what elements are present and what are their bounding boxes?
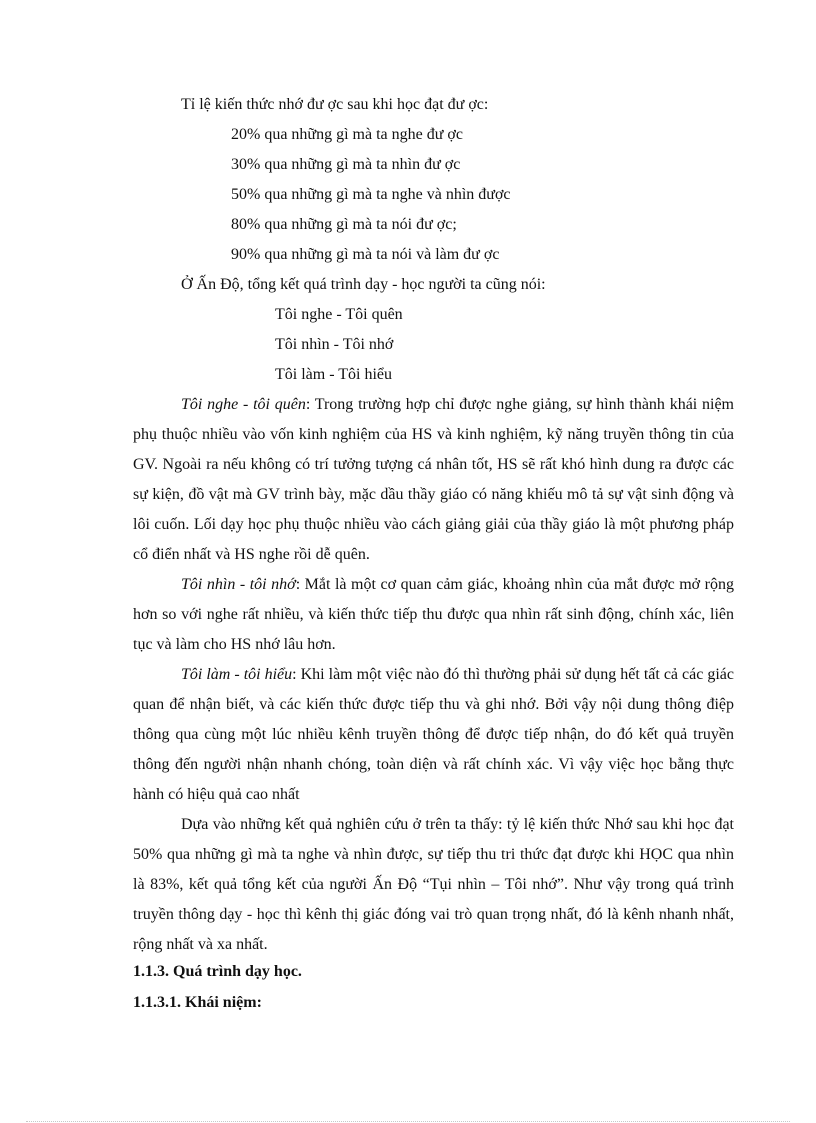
paragraph-see-remember — [133, 570, 734, 660]
stat-line: 50% qua những gì mà ta nghe và nhìn được — [231, 186, 511, 203]
paragraph-term: Tôi nhìn - tôi nhớ — [181, 576, 296, 593]
stat-line: 20% qua những gì mà ta nghe đư ợc — [231, 126, 463, 143]
india-intro-line: Ở Ấn Độ, tổng kết quá trình dạy - học người ta cũng nói: — [181, 276, 546, 293]
stat-line: 90% qua những gì mà ta nói và làm đư ợc — [231, 246, 500, 263]
saying-line: Tôi nhìn - Tôi nhớ — [275, 336, 394, 353]
saying-line: Tôi nghe - Tôi quên — [275, 306, 403, 323]
paragraph-do-understand — [133, 660, 734, 810]
stat-line: 80% qua những gì mà ta nói đư ợc; — [231, 216, 457, 233]
intro-line: Tỉ lệ kiến thức nhớ đư ợc sau khi học đạt đư ợc: — [181, 96, 489, 113]
paragraph-body: : Trong trường hợp chỉ được nghe giảng, sự hình thành khái niệm phụ thuộc nhiều vào vốn kinh nghiệm của HS và kinh nghiệm, kỹ năng truyền thông tin của GV. Ngoài ra nếu không có trí tưởng tượng cá nhân tốt, HS sẽ rất khó hình dung ra được các sự kiện, đồ vật mà GV trình bày, mặc dầu thầy giáo có năng khiếu mô tả sự vật sinh động và lôi cuốn. Lối dạy học phụ thuộc nhiều vào cách giảng giải của thầy giáo là một phương pháp cổ điển nhất và HS nghe rồi dễ quên. — [133, 396, 734, 563]
saying-line: Tôi làm - Tôi hiểu — [275, 366, 393, 383]
paragraph-term: Tôi làm - tôi hiểu — [181, 666, 293, 683]
subsection-heading: 1.1.3.1. Khái niệm: — [133, 994, 262, 1011]
section-heading: 1.1.3. Quá trình dạy học. — [133, 963, 302, 980]
footer-divider — [26, 1121, 790, 1122]
paragraph-body: : Mắt là một cơ quan cảm giác, khoảng nhìn của mắt được mở rộng hơn so với nghe rất nhiều, và kiến thức tiếp thu được qua nhìn rất sinh động, chính xác, liên tục và làm cho HS nhớ lâu hơn. — [133, 576, 735, 653]
stat-line: 30% qua những gì mà ta nhìn đư ợc — [231, 156, 461, 173]
paragraph-body: : Khi làm một việc nào đó thì thường phải sử dụng hết tất cả các giác quan để nhận biết, và các kiến thức được tiếp thu và ghi nhớ. Bởi vậy nội dung thông điệp thông qua cùng một lúc nhiều kênh truyền thông để được tiếp nhận, do đó kết quả truyền thông đến người nhận nhanh chóng, toàn diện và rất chính xác. Vì vậy việc học bằng thực hành có hiệu quả cao nhất — [133, 666, 735, 803]
paragraph-term: Tôi nghe - tôi quên — [181, 396, 306, 413]
paragraph-listen-forget — [133, 390, 734, 570]
paragraph-summary: Dựa vào những kết quả nghiên cứu ở trên ta thấy: tỷ lệ kiến thức Nhớ sau khi học đạt 50% qua những gì mà ta nghe và nhìn được, sự tiếp thu tri thức đạt được khi HỌC qua nhìn là 83%, kết quả tổng kết của người Ấn Độ “Tụi nhìn – Tôi nhớ”. Như vậy trong quá trình truyền thông dạy - học thì kênh thị giác đóng vai trò quan trọng nhất, đó là kênh nhanh nhất, rộng nhất và xa nhất. — [133, 816, 734, 953]
